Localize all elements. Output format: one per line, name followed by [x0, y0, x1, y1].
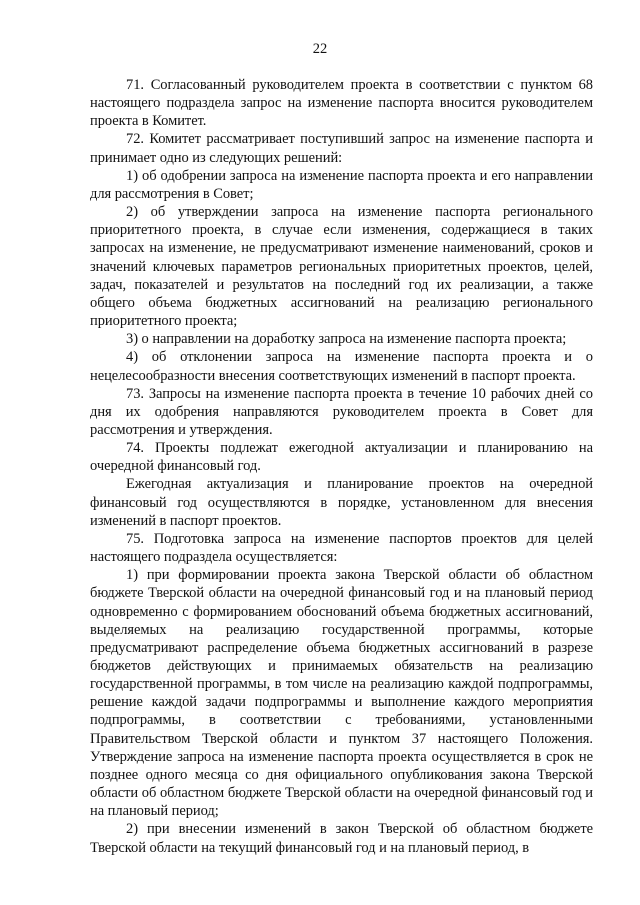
- document-body: [90, 76, 593, 857]
- paragraph-72-item-3: 3) о направлении на доработку запроса на изменение паспорта проекта;: [126, 331, 567, 348]
- page-number: 22: [312, 41, 328, 57]
- paragraph-72-item-1: 1) об одобрении запроса на изменение паспорта проекта и его направлении для рассмотрения в Совет;: [90, 167, 593, 202]
- paragraph-74-continuation: Ежегодная актуализация и планирование проектов на очередной финансовый год осуществляются в порядке, установленном для внесения изменений в паспорт проектов.: [90, 476, 593, 529]
- paragraph-75-item-1: 1) при формировании проекта закона Тверской области об областном бюджете Тверской области на очередной финансовый год и на плановый период одновременно с формированием обоснований объема бюджетных ассигнований, выделяемых на реализацию государственной программы, которые предусматривают распределение объема бюджетных ассигнований в разрезе бюджетов действующих и принимаемых обязательств на реализацию государственной программы, в том числе на реализацию каждой подпрограммы, решение каждой задачи подпрограммы и выполнение каждого мероприятия подпрограммы, в соответствии с требованиями, установленными Правительством Тверской области и пунктом 37 настоящего Положения. Утверждение запроса на изменение паспорта проекта осуществляется в срок не позднее одного месяца со дня официального опубликования закона Тверской области об областном бюджете Тверской области на очередной финансовый год и на плановый период;: [90, 567, 593, 820]
- paragraph-75-item-2: 2) при внесении изменений в закон Тверской об областном бюджете Тверской области на текущий финансовый год и на плановый период, в: [90, 821, 593, 856]
- paragraph-72-item-4: 4) об отклонении запроса на изменение паспорта проекта и о нецелесообразности внесения соответствующих изменений в паспорт проекта.: [90, 349, 593, 384]
- paragraph-72: 72. Комитет рассматривает поступивший запрос на изменение паспорта и принимает одно из следующих решений:: [90, 131, 593, 166]
- paragraph-74: 74. Проекты подлежат ежегодной актуализации и планированию на очередной финансовый год.: [90, 440, 593, 475]
- paragraph-72-item-2: 2) об утверждении запроса на изменение паспорта регионального приоритетного проекта, в случае если изменения, содержащиеся в таких запросах на изменение, не предусматривают изменение наименований, сроков и значений ключевых параметров региональных приоритетных проектов, целей, задач, показателей и результатов на последний год их реализации, а также общего объема бюджетных ассигнований на реализацию регионального приоритетного проекта;: [90, 204, 593, 330]
- paragraph-71: 71. Согласованный руководителем проекта в соответствии с пунктом 68 настоящего подраздела запрос на изменение паспорта вносится руководителем проекта в Комитет.: [90, 77, 593, 130]
- paragraph-75: 75. Подготовка запроса на изменение паспортов проектов для целей настоящего подраздела осуществляется:: [90, 530, 593, 566]
- paragraph-73: 73. Запросы на изменение паспорта проекта в течение 10 рабочих дней со дня их одобрения направляются руководителем проекта в Совет для рассмотрения и утверждения.: [90, 385, 593, 438]
